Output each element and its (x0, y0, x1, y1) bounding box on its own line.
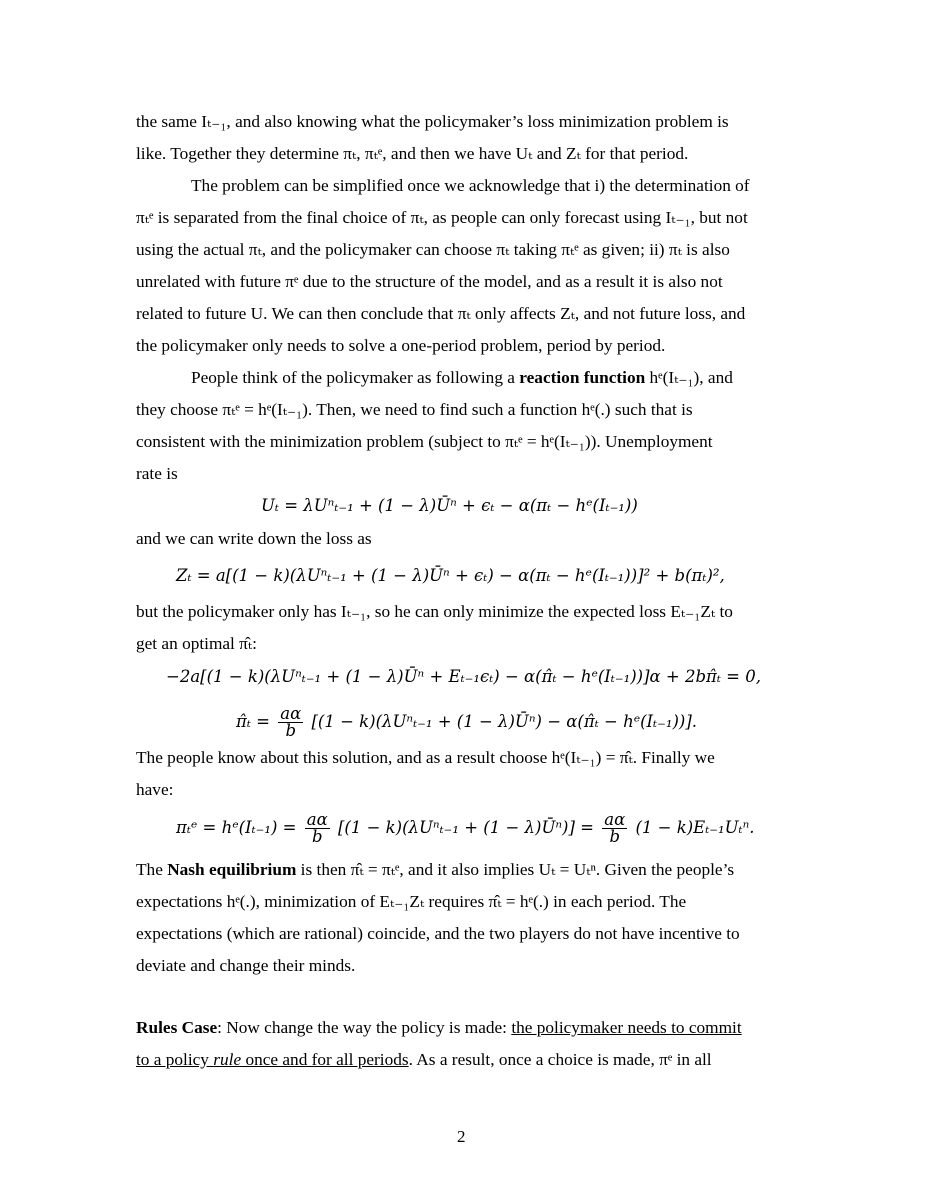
text-line: The problem can be simplified once we acknowledge that i) the determination of (191, 176, 750, 195)
text-line: but the policymaker only has Iₜ₋₁, so he can only minimize the expected loss Eₜ₋₁Zₜ to (136, 602, 733, 621)
text-span: to a policy (136, 1050, 214, 1069)
italic-term: rule (213, 1050, 242, 1069)
text-line: like. Together they determine πₜ, πₜᵉ, and then we have Uₜ and Zₜ for that period. (136, 144, 689, 163)
text-line: πₜᵉ is separated from the final choice of πₜ, as people can only forecast using Iₜ₋₁, but not (136, 208, 748, 227)
text-line: unrelated with future πᵉ due to the structure of the model, and as a result it is also not (136, 272, 723, 291)
text-line: using the actual πₜ, and the policymaker can choose πₜ taking πₜᵉ as given; ii) πₜ is also (136, 240, 730, 259)
rules-line-2 (136, 1049, 712, 1071)
bold-term: Rules Case (136, 1018, 218, 1037)
text-line: expectations (which are rational) coincide, and the two players do not have incentive to (136, 924, 740, 943)
text-line: the same Iₜ₋₁, and also knowing what the policymaker’s loss minimization problem is (136, 112, 729, 131)
fraction-numerator: aα (280, 704, 302, 723)
text-line: the policymaker only needs to solve a one-period problem, period by period. (136, 336, 666, 355)
fraction-denominator: b (285, 721, 296, 740)
fraction-numerator: aα (604, 810, 626, 829)
text-span: hᵉ(Iₜ₋₁), and (645, 368, 733, 387)
eq-part: [(1 − k)(λUⁿₜ₋₁ + (1 − λ)Ūⁿ) − α(π̂ₜ − hᵉ(Iₜ₋₁))]. (311, 712, 698, 731)
bold-term: Nash equilibrium (167, 860, 297, 879)
equation-loss: Zₜ = a[(1 − k)(λUⁿₜ₋₁ + (1 − λ)Ūⁿ + ϵₜ) − α(πₜ − hᵉ(Iₜ₋₁))]² + b(πₜ)², (176, 566, 725, 585)
text-span: is then π̂ₜ = πₜᵉ, and it also implies Uₜ = Uₜⁿ. Given the people’s (296, 860, 735, 879)
text-line: and we can write down the loss as (136, 529, 372, 548)
underlined-text (136, 1050, 409, 1069)
equation-unemployment: Uₜ = λUⁿₜ₋₁ + (1 − λ)Ūⁿ + ϵₜ − α(πₜ − hᵉ(Iₜ₋₁)) (261, 496, 638, 515)
fraction (278, 706, 303, 739)
reaction-line (191, 367, 733, 389)
text-span: . As a result, once a choice is made, πᵉ in all (408, 1050, 712, 1069)
eq-part: (1 − k)Eₜ₋₁Uₜⁿ. (635, 818, 755, 837)
text-line: they choose πₜᵉ = hᵉ(Iₜ₋₁). Then, we need to find such a function hᵉ(.) such that is (136, 400, 693, 419)
text-line: get an optimal π̂ₜ: (136, 634, 257, 653)
equation-foc: −2a[(1 − k)(λUⁿₜ₋₁ + (1 − λ)Ūⁿ + Eₜ₋₁ϵₜ) − α(π̂ₜ − hᵉ(Iₜ₋₁))]α + 2bπ̂ₜ = 0, (166, 667, 761, 686)
fraction-numerator: aα (306, 810, 328, 829)
text-line: related to future U. We can then conclude that πₜ only affects Zₜ, and not future loss, and (136, 304, 746, 323)
eq-part: πₜᵉ = hᵉ(Iₜ₋₁) = (176, 818, 297, 837)
eq-part: [(1 − k)(λUⁿₜ₋₁ + (1 − λ)Ūⁿ)] = (337, 818, 594, 837)
fraction (305, 812, 330, 845)
text-span: : Now change the way the policy is made: (217, 1018, 512, 1037)
underlined-text: the policymaker needs to commit (511, 1018, 742, 1037)
equation-optimal (236, 700, 697, 744)
text-span: The (136, 860, 168, 879)
page-number: 2 (457, 1127, 466, 1146)
fraction-denominator: b (609, 827, 620, 846)
text-line: The people know about this solution, and as a result choose hᵉ(Iₜ₋₁) = π̂ₜ. Finally we (136, 748, 715, 767)
fraction-denominator: b (311, 827, 323, 846)
text-line: have: (136, 780, 174, 799)
text-line: consistent with the minimization problem (subject to πₜᵉ = hᵉ(Iₜ₋₁)). Unemployment (136, 432, 713, 451)
text-line: deviate and change their minds. (136, 956, 356, 975)
nash-line (136, 859, 734, 881)
rules-case-line (136, 1017, 742, 1039)
fraction (602, 812, 627, 845)
equation-expectation (176, 806, 755, 850)
text-span: once and for all periods (241, 1050, 409, 1069)
text-line: rate is (136, 464, 178, 483)
eq-part: π̂ₜ = (236, 712, 270, 731)
text-span: People think of the policymaker as following a (191, 368, 520, 387)
bold-term: reaction function (519, 368, 646, 387)
text-line: expectations hᵉ(.), minimization of Eₜ₋₁Zₜ requires π̂ₜ = hᵉ(.) in each period. The (136, 892, 687, 911)
